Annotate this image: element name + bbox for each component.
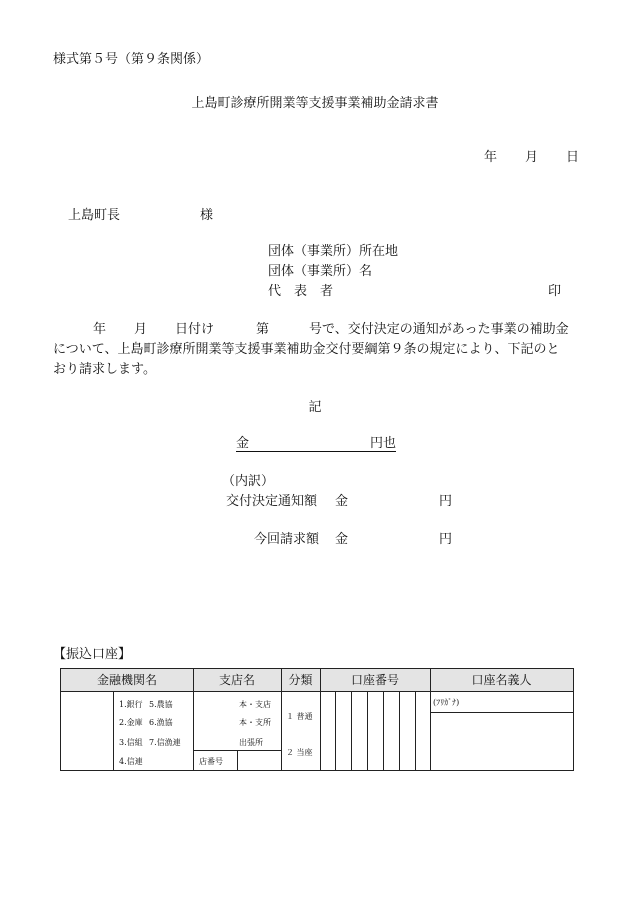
inst-type-shinkumi: 3.信組: [119, 738, 143, 747]
header-holder: 口座名義人: [430, 669, 573, 692]
document-title: 上島町診療所開業等支援事業補助金請求書: [191, 96, 439, 111]
addressee-honorific: 様: [200, 208, 214, 223]
amount-kin: 金: [236, 436, 250, 451]
inst-type-shinren: 4.信連: [119, 757, 143, 766]
ref-day: 日付け: [175, 322, 215, 337]
breakdown-row1-kin: 金: [335, 494, 349, 509]
breakdown-row1-label: 交付決定通知額: [226, 494, 318, 509]
inst-type-kinko: 2.金庫: [119, 718, 143, 727]
branch-code-label: 店番号: [199, 757, 223, 766]
breakdown-row2-label: 今回請求額: [254, 532, 320, 547]
body-line-3: おり請求します。: [53, 362, 156, 377]
inst-type-bank: 1.銀行: [119, 700, 143, 709]
ref-month: 月: [134, 322, 148, 337]
divider: [193, 669, 194, 770]
applicant-address-label: 団体（事業所）所在地: [268, 244, 399, 259]
breakdown-row2-kin: 金: [335, 532, 349, 547]
branch-code-divider: [237, 750, 238, 770]
account-digit-divider: [367, 691, 368, 770]
seal-mark: 印: [548, 284, 562, 299]
branch-type-honshiten: 本・支店: [239, 700, 271, 709]
account-type-toza: ２ 当座: [286, 748, 313, 757]
account-digit-divider: [399, 691, 400, 770]
breakdown-row1-yen: 円: [439, 494, 453, 509]
account-digit-divider: [351, 691, 352, 770]
inst-type-gyokyo: 6.漁協: [149, 718, 173, 727]
breakdown-row2-yen: 円: [439, 532, 453, 547]
account-digit-divider: [383, 691, 384, 770]
divider: [281, 669, 282, 770]
branch-type-honshisho: 本・支所: [239, 718, 271, 727]
ref-year: 年: [93, 322, 107, 337]
ki-heading: 記: [308, 400, 322, 415]
header-account-number: 口座番号: [320, 669, 430, 692]
applicant-name-label: 団体（事業所）名: [268, 264, 373, 279]
holder-kana-label: (ﾌﾘｶﾞﾅ): [433, 698, 460, 707]
bank-heading: 【振込口座】: [53, 647, 132, 662]
ref-dai: 第: [256, 322, 270, 337]
amount-line: [236, 432, 396, 452]
account-type-futsu: １ 普通: [286, 712, 313, 721]
addressee-name: 上島町長: [68, 208, 121, 223]
divider: [320, 669, 321, 770]
date-day: 日: [566, 150, 580, 165]
account-digit-divider: [415, 691, 416, 770]
amount-yen-nari: 円也: [369, 436, 396, 451]
form-number: 様式第５号（第９条関係）: [53, 52, 210, 67]
header-institution: 金融機関名: [61, 669, 193, 692]
date-month: 月: [525, 150, 539, 165]
header-type: 分類: [281, 669, 320, 692]
account-digit-divider: [335, 691, 336, 770]
header-branch: 支店名: [193, 669, 281, 692]
divider: [113, 691, 114, 770]
applicant-rep-label: 代 表 者: [268, 284, 334, 299]
ref-go: 号で、交付決定の通知があった事業の補助金: [309, 322, 569, 337]
inst-type-shingyoren: 7.信漁連: [149, 738, 181, 747]
date-year: 年: [484, 150, 498, 165]
branch-type-shuchojo: 出張所: [239, 738, 263, 747]
bank-account-table: [60, 668, 574, 771]
divider: [430, 669, 431, 770]
inst-type-nokyo: 5.農協: [149, 700, 173, 709]
applicant-block: [268, 240, 398, 300]
body-line-2: について、上島町診療所開業等支援事業補助金交付要綱第９条の規定により、下記のと: [53, 342, 560, 357]
breakdown-heading: （内訳）: [222, 474, 275, 489]
holder-kana-divider: [430, 712, 573, 713]
